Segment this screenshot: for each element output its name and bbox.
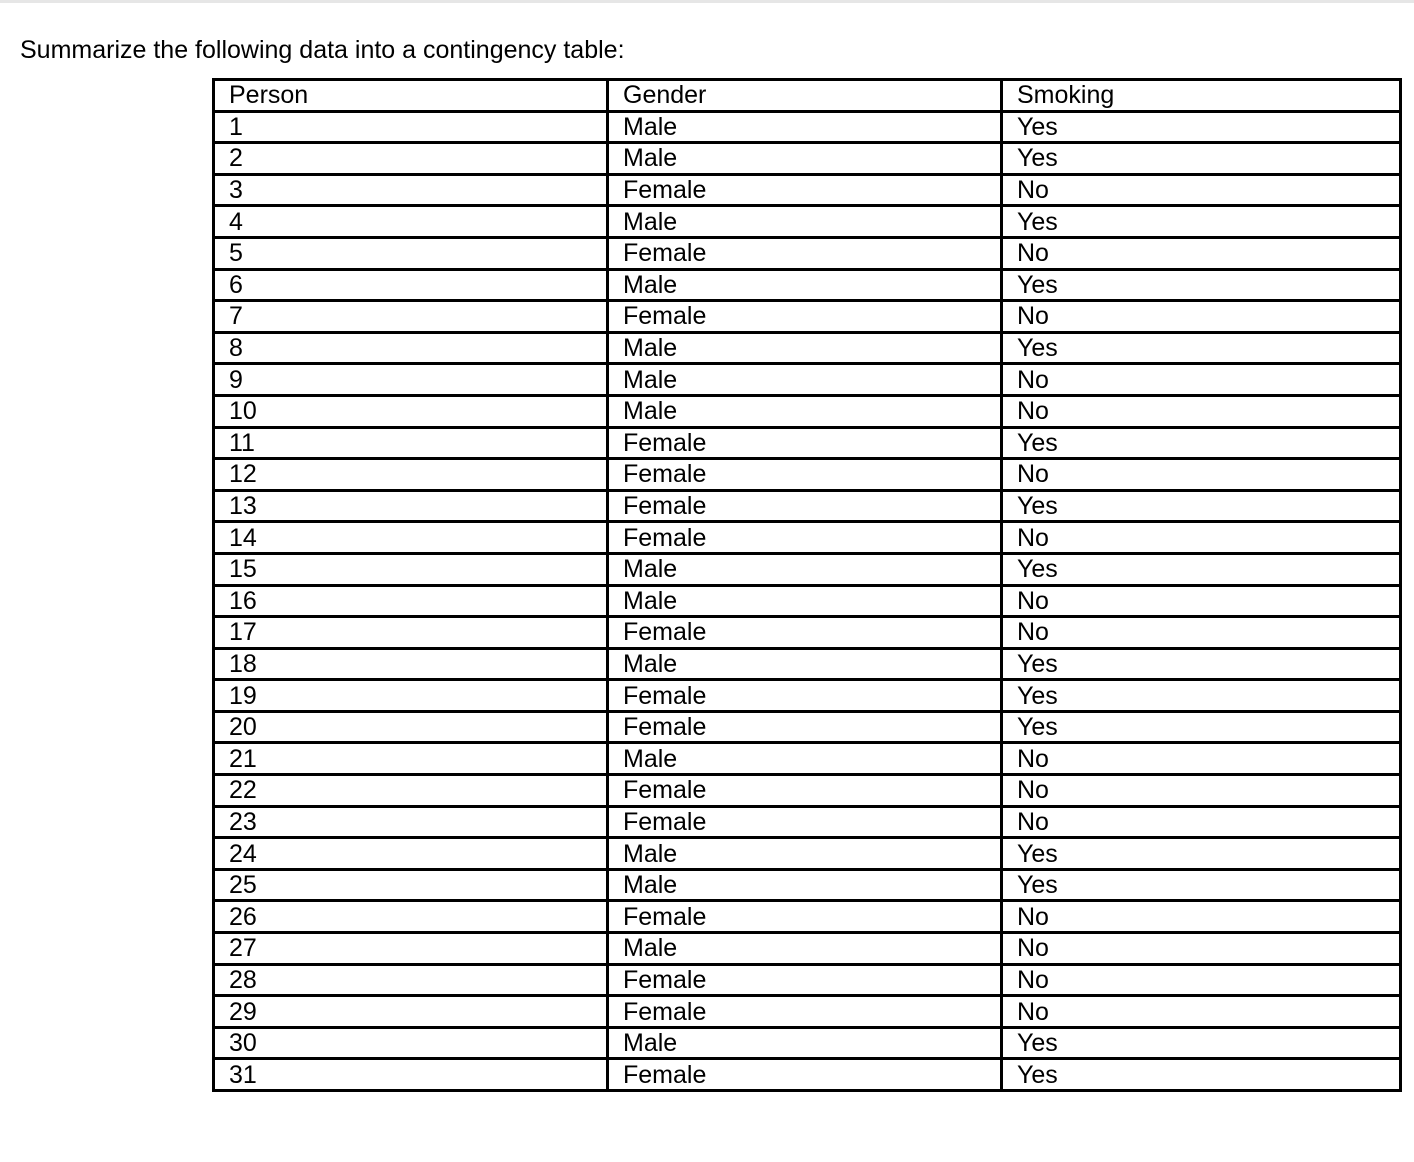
- table-body: [214, 80, 1401, 1091]
- person-cell: 17: [214, 617, 608, 649]
- smoking-cell: No: [1002, 237, 1401, 269]
- gender-cell: Male: [608, 743, 1002, 775]
- gender-cell: Female: [608, 775, 1002, 807]
- person-cell: 9: [214, 364, 608, 396]
- person-cell: 30: [214, 1027, 608, 1059]
- table-row: [214, 206, 1401, 238]
- table-row: [214, 427, 1401, 459]
- person-cell: 7: [214, 301, 608, 333]
- gender-cell: Female: [608, 901, 1002, 933]
- person-cell: 1: [214, 111, 608, 143]
- gender-cell: Male: [608, 206, 1002, 238]
- table-row: [214, 901, 1401, 933]
- person-cell: 4: [214, 206, 608, 238]
- smoking-cell: No: [1002, 617, 1401, 649]
- gender-cell: Male: [608, 869, 1002, 901]
- smoking-cell: Yes: [1002, 1027, 1401, 1059]
- gender-cell: Female: [608, 301, 1002, 333]
- top-divider: [0, 0, 1414, 3]
- smoking-cell: No: [1002, 964, 1401, 996]
- table-row: [214, 522, 1401, 554]
- person-cell: 23: [214, 806, 608, 838]
- gender-cell: Male: [608, 1027, 1002, 1059]
- gender-cell: Male: [608, 648, 1002, 680]
- table-row: [214, 143, 1401, 175]
- smoking-cell: Yes: [1002, 869, 1401, 901]
- table-row: [214, 174, 1401, 206]
- person-cell: 29: [214, 996, 608, 1028]
- smoking-cell: No: [1002, 522, 1401, 554]
- table-row: [214, 269, 1401, 301]
- smoking-cell: No: [1002, 174, 1401, 206]
- gender-cell: Female: [608, 996, 1002, 1028]
- gender-cell: Female: [608, 427, 1002, 459]
- table-row: [214, 806, 1401, 838]
- gender-cell: Female: [608, 522, 1002, 554]
- smoking-cell: No: [1002, 743, 1401, 775]
- table-header-row: [214, 80, 1401, 112]
- table-row: [214, 395, 1401, 427]
- gender-cell: Male: [608, 364, 1002, 396]
- smoking-cell: No: [1002, 806, 1401, 838]
- person-cell: 6: [214, 269, 608, 301]
- person-cell: 20: [214, 711, 608, 743]
- smoking-cell: Yes: [1002, 143, 1401, 175]
- person-cell: 12: [214, 459, 608, 491]
- person-cell: 10: [214, 395, 608, 427]
- gender-cell: Male: [608, 553, 1002, 585]
- person-cell: 15: [214, 553, 608, 585]
- table-row: [214, 111, 1401, 143]
- table-row: [214, 933, 1401, 965]
- smoking-cell: No: [1002, 364, 1401, 396]
- smoking-cell: Yes: [1002, 111, 1401, 143]
- smoking-cell: No: [1002, 459, 1401, 491]
- gender-cell: Female: [608, 806, 1002, 838]
- table-row: [214, 490, 1401, 522]
- smoking-cell: Yes: [1002, 648, 1401, 680]
- gender-cell: Female: [608, 617, 1002, 649]
- person-cell: 31: [214, 1059, 608, 1091]
- table-row: [214, 648, 1401, 680]
- table-row: [214, 237, 1401, 269]
- table-row: [214, 680, 1401, 712]
- person-cell: 19: [214, 680, 608, 712]
- table-row: [214, 459, 1401, 491]
- person-cell: 8: [214, 332, 608, 364]
- gender-cell: Female: [608, 711, 1002, 743]
- smoking-cell: Yes: [1002, 427, 1401, 459]
- smoking-cell: Yes: [1002, 269, 1401, 301]
- person-cell: 5: [214, 237, 608, 269]
- table-row: [214, 838, 1401, 870]
- gender-cell: Female: [608, 964, 1002, 996]
- data-table: [212, 78, 1402, 1092]
- table-row: [214, 332, 1401, 364]
- person-cell: 16: [214, 585, 608, 617]
- table-row: [214, 775, 1401, 807]
- table-row: [214, 1027, 1401, 1059]
- gender-cell: Male: [608, 111, 1002, 143]
- gender-cell: Male: [608, 332, 1002, 364]
- header-person: Person: [214, 80, 608, 112]
- smoking-cell: No: [1002, 901, 1401, 933]
- smoking-cell: No: [1002, 395, 1401, 427]
- smoking-cell: Yes: [1002, 206, 1401, 238]
- table-row: [214, 869, 1401, 901]
- person-cell: 13: [214, 490, 608, 522]
- gender-cell: Female: [608, 237, 1002, 269]
- smoking-cell: Yes: [1002, 1059, 1401, 1091]
- person-cell: 24: [214, 838, 608, 870]
- person-cell: 18: [214, 648, 608, 680]
- smoking-cell: No: [1002, 301, 1401, 333]
- smoking-cell: Yes: [1002, 553, 1401, 585]
- gender-cell: Male: [608, 838, 1002, 870]
- gender-cell: Male: [608, 269, 1002, 301]
- gender-cell: Female: [608, 459, 1002, 491]
- person-cell: 27: [214, 933, 608, 965]
- gender-cell: Male: [608, 585, 1002, 617]
- smoking-cell: Yes: [1002, 838, 1401, 870]
- table-row: [214, 301, 1401, 333]
- person-cell: 2: [214, 143, 608, 175]
- person-cell: 25: [214, 869, 608, 901]
- person-cell: 3: [214, 174, 608, 206]
- smoking-cell: No: [1002, 775, 1401, 807]
- table-row: [214, 743, 1401, 775]
- table-row: [214, 553, 1401, 585]
- smoking-cell: Yes: [1002, 711, 1401, 743]
- person-cell: 11: [214, 427, 608, 459]
- smoking-cell: Yes: [1002, 490, 1401, 522]
- smoking-cell: No: [1002, 933, 1401, 965]
- gender-cell: Female: [608, 1059, 1002, 1091]
- gender-cell: Female: [608, 490, 1002, 522]
- table-row: [214, 996, 1401, 1028]
- person-cell: 28: [214, 964, 608, 996]
- person-cell: 21: [214, 743, 608, 775]
- table-row: [214, 585, 1401, 617]
- gender-cell: Female: [608, 680, 1002, 712]
- gender-cell: Female: [608, 174, 1002, 206]
- smoking-cell: Yes: [1002, 680, 1401, 712]
- person-cell: 26: [214, 901, 608, 933]
- gender-cell: Male: [608, 395, 1002, 427]
- table-row: [214, 1059, 1401, 1091]
- table-row: [214, 964, 1401, 996]
- smoking-cell: No: [1002, 996, 1401, 1028]
- smoking-cell: Yes: [1002, 332, 1401, 364]
- instruction-text: Summarize the following data into a contingency table:: [20, 36, 625, 64]
- gender-cell: Male: [608, 933, 1002, 965]
- person-cell: 14: [214, 522, 608, 554]
- gender-cell: Male: [608, 143, 1002, 175]
- table-row: [214, 711, 1401, 743]
- smoking-cell: No: [1002, 585, 1401, 617]
- table-row: [214, 364, 1401, 396]
- header-smoking: Smoking: [1002, 80, 1401, 112]
- person-cell: 22: [214, 775, 608, 807]
- header-gender: Gender: [608, 80, 1002, 112]
- table-row: [214, 617, 1401, 649]
